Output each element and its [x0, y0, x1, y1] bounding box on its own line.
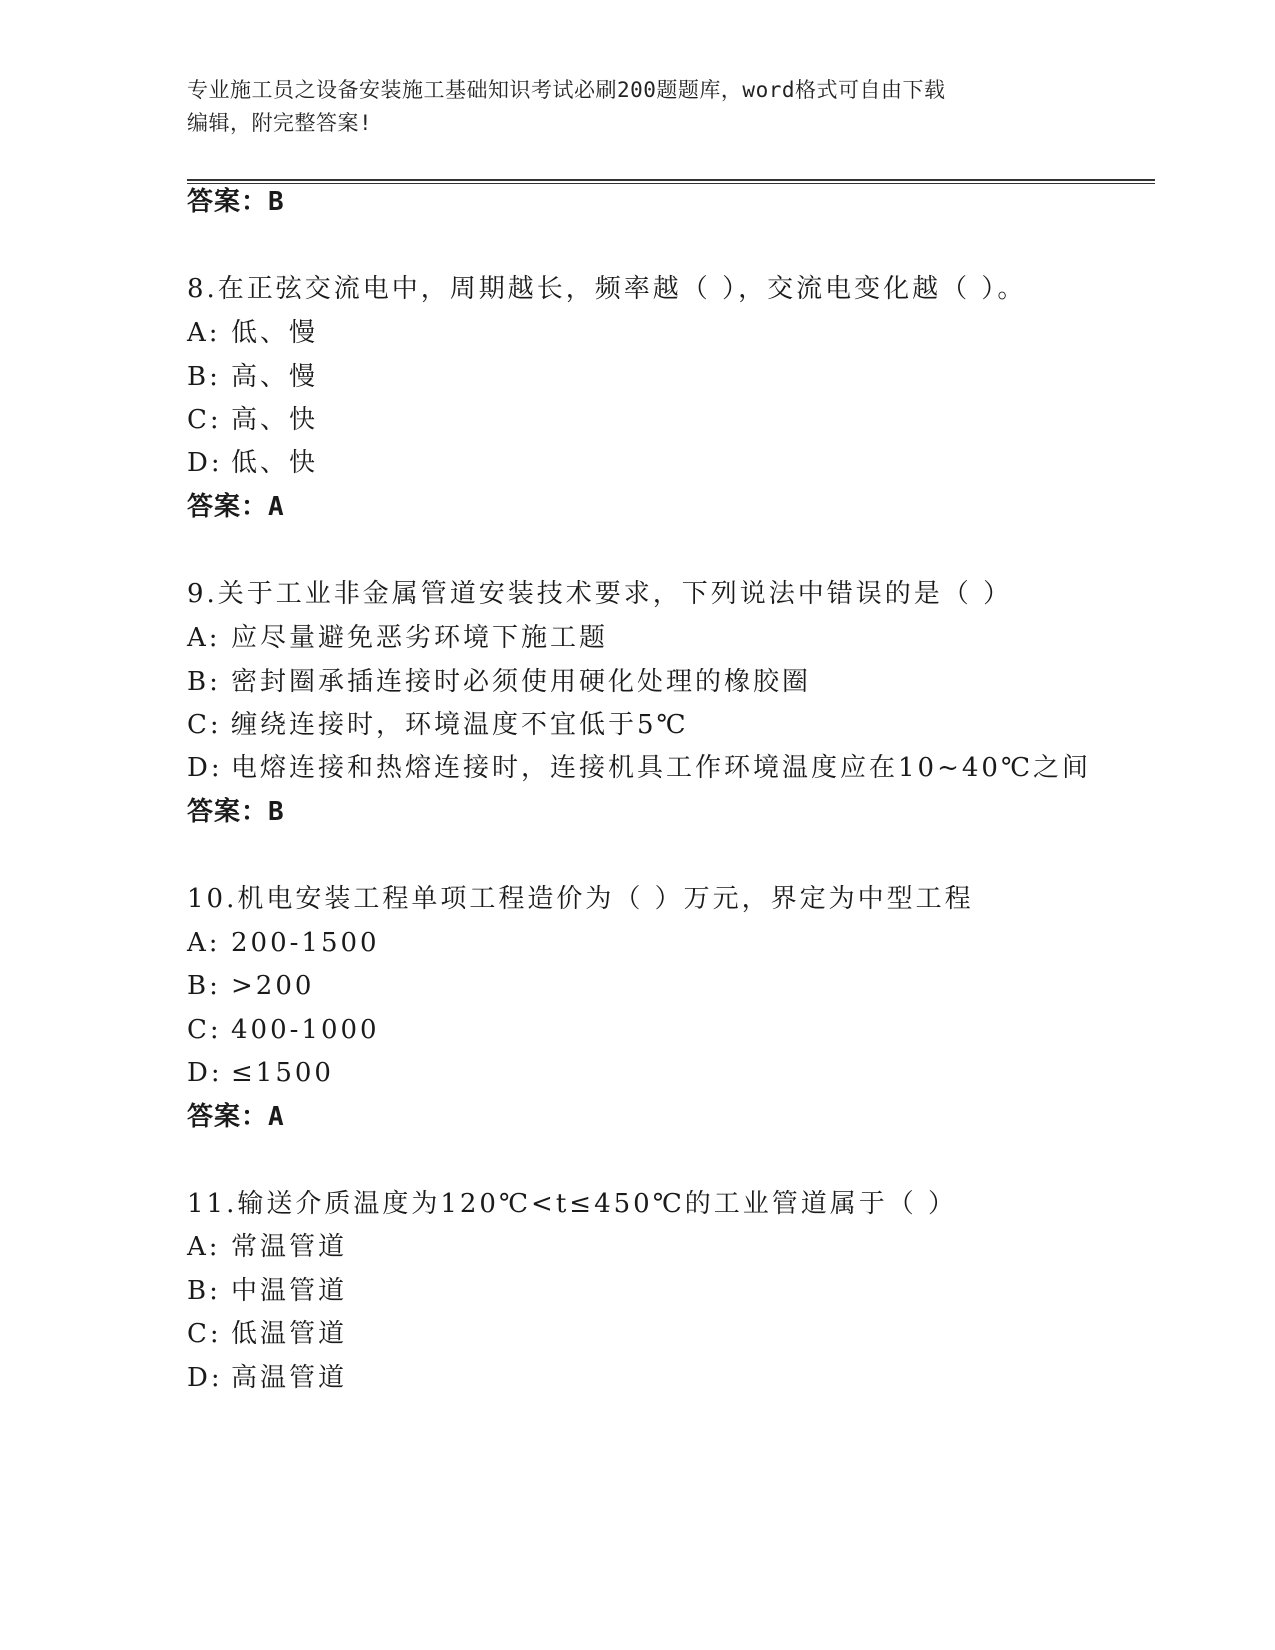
option-d: D: ≤1500 [187, 1058, 334, 1088]
option-b: B: 高、慢 [187, 362, 319, 392]
option-a: A: 常温管道 [187, 1232, 348, 1262]
header-divider [187, 179, 1155, 181]
header-line-1: 专业施工员之设备安装施工基础知识考试必刷200题题库，word格式可自由下载 [187, 78, 946, 102]
document-header [187, 74, 1087, 140]
option-c: C: 低温管道 [187, 1319, 348, 1349]
question-10-text: 10.机电安装工程单项工程造价为（ ）万元，界定为中型工程 [187, 884, 974, 914]
option-d: D: 电熔连接和热熔连接时，连接机具工作环境温度应在10~40℃之间 [187, 753, 1092, 783]
answer-line: 答案：A [187, 1102, 285, 1132]
question-11-text: 11.输送介质温度为120℃<t≤450℃的工业管道属于（ ） [187, 1189, 958, 1219]
option-b: B: 密封圈承插连接时必须使用硬化处理的橡胶圈 [187, 667, 812, 697]
question-8-text: 8.在正弦交流电中，周期越长，频率越（ ），交流电变化越（ ）。 [187, 274, 1027, 304]
question-9-text: 9.关于工业非金属管道安装技术要求，下列说法中错误的是（ ） [187, 579, 1013, 609]
option-d: D: 高温管道 [187, 1363, 348, 1393]
option-a: A: 应尽量避免恶劣环境下施工题 [187, 623, 609, 653]
header-divider-thin [187, 183, 1155, 184]
answer-line: 答案：B [187, 187, 285, 217]
option-b: B: 中温管道 [187, 1276, 348, 1306]
option-a: A: 200-1500 [187, 928, 380, 958]
option-c: C: 缠绕连接时，环境温度不宜低于5℃ [187, 710, 689, 740]
header-line-2: 编辑，附完整答案! [187, 111, 373, 135]
option-c: C: 400-1000 [187, 1015, 380, 1045]
option-b: B: >200 [187, 971, 315, 1001]
option-a: A: 低、慢 [187, 318, 319, 348]
option-c: C: 高、快 [187, 405, 319, 435]
answer-line: 答案：A [187, 492, 285, 522]
answer-line: 答案：B [187, 797, 285, 827]
option-d: D: 低、快 [187, 448, 319, 478]
